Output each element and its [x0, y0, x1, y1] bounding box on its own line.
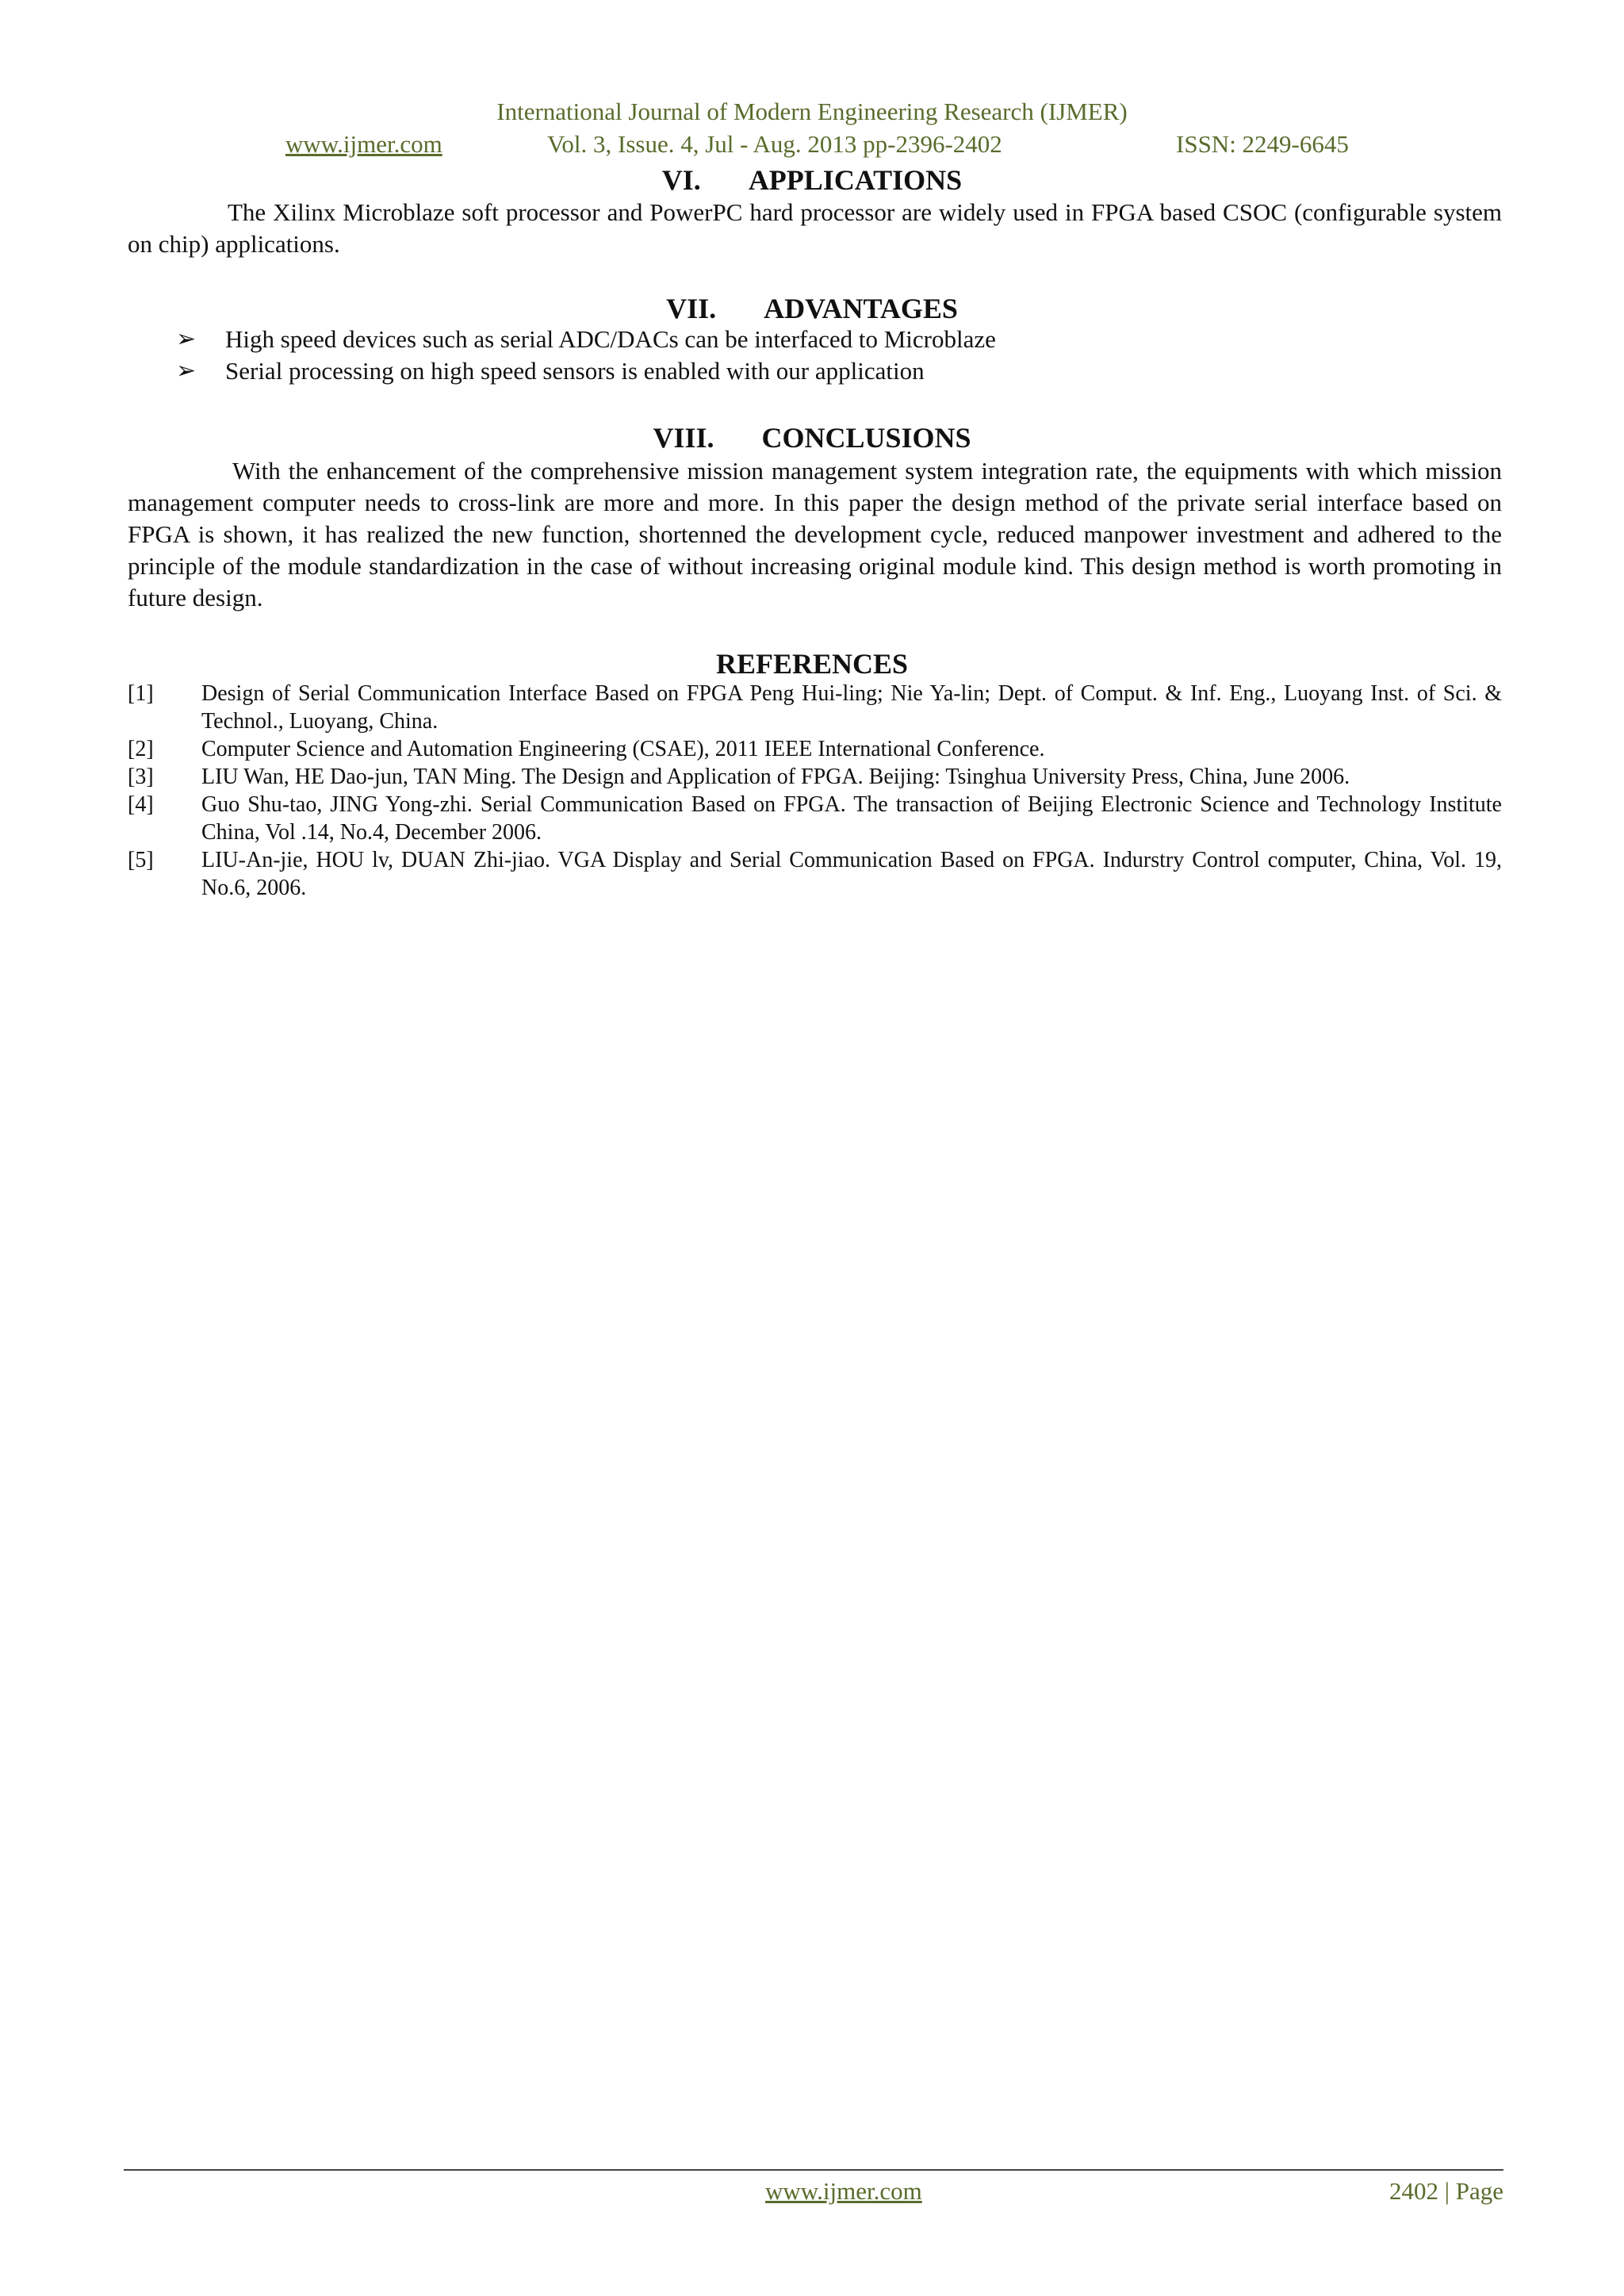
reference-index: [4] — [128, 792, 154, 817]
reference-text: Design of Serial Communication Interface Based on FPGA Peng Hui-ling; Nie Ya-lin; Dept. of Comput. & Inf. Eng., Luoyang Inst. of Sci. & Technol., Luoyang, China. — [201, 681, 1502, 734]
reference-item — [128, 791, 1502, 846]
section-heading-advantages — [0, 292, 1624, 325]
section-title: ADVANTAGES — [764, 293, 958, 324]
reference-index: [2] — [128, 737, 154, 761]
section-number: VI. — [661, 164, 701, 196]
header-issn: ISSN: 2249-6645 — [1176, 130, 1349, 158]
section-title: CONCLUSIONS — [761, 422, 971, 454]
arrowhead-bullet-icon: ➢ — [176, 358, 197, 384]
section-heading-applications — [0, 163, 1624, 197]
reference-text: LIU Wan, HE Dao-jun, TAN Ming. The Design and Application of FPGA. Beijing: Tsinghua University Press, China, June 2006. — [201, 765, 1350, 789]
reference-index: [5] — [128, 848, 154, 872]
reference-item — [128, 763, 1502, 791]
section-number: VIII. — [653, 422, 714, 454]
conclusions-paragraph: With the enhancement of the comprehensive mission management system integration rate, the equipments with which mission management computer needs to cross-link are more and more. In this paper the design method of the private serial interface based on FPGA is shown, it has realized the new function, shortenned the development cycle, reduced manpower investment and adhered to the principle of the module standardization in the case of without increasing original module kind. This design method is worth promoting in future design. — [128, 457, 1502, 611]
header-volume-info: Vol. 3, Issue. 4, Jul - Aug. 2013 pp-2396-2402 — [547, 130, 1002, 158]
references-heading: REFERENCES — [715, 648, 909, 680]
references-list — [128, 680, 1502, 902]
list-item-text: High speed devices such as serial ADC/DACs can be interfaced to Microblaze — [225, 325, 996, 353]
arrowhead-bullet-icon: ➢ — [176, 326, 197, 352]
section-title: APPLICATIONS — [748, 164, 963, 196]
section-number: VII. — [666, 293, 717, 324]
footer-divider — [124, 2169, 1503, 2171]
applications-paragraph: The Xilinx Microblaze soft processor and PowerPC hard processor are widely used in FPGA based CSOC (configurable system on chip) applications. — [128, 198, 1502, 258]
journal-name: International Journal of Modern Engineering Research (IJMER) — [496, 98, 1128, 125]
reference-item — [128, 735, 1502, 763]
reference-index: [1] — [128, 681, 154, 706]
list-item-text: Serial processing on high speed sensors is enabled with our application — [225, 357, 925, 385]
reference-text: LIU-An-jie, HOU lv, DUAN Zhi-jiao. VGA Display and Serial Communication Based on FPGA. Indurstry Control computer, China, Vol. 19, No.6, 2006. — [201, 848, 1502, 900]
footer-website-link[interactable]: www.ijmer.com — [765, 2177, 922, 2205]
reference-item — [128, 680, 1502, 735]
page-number: 2402 | Page — [1389, 2177, 1503, 2205]
reference-index: [3] — [128, 765, 154, 789]
reference-text: Computer Science and Automation Engineering (CSAE), 2011 IEEE International Conference. — [201, 737, 1045, 761]
reference-item — [128, 846, 1502, 902]
header-website-link[interactable]: www.ijmer.com — [285, 130, 442, 158]
section-heading-conclusions — [0, 421, 1624, 454]
reference-text: Guo Shu-tao, JING Yong-zhi. Serial Communication Based on FPGA. The transaction of Beijing Electronic Science and Technology Institute China, Vol .14, No.4, December 2006. — [201, 792, 1502, 845]
